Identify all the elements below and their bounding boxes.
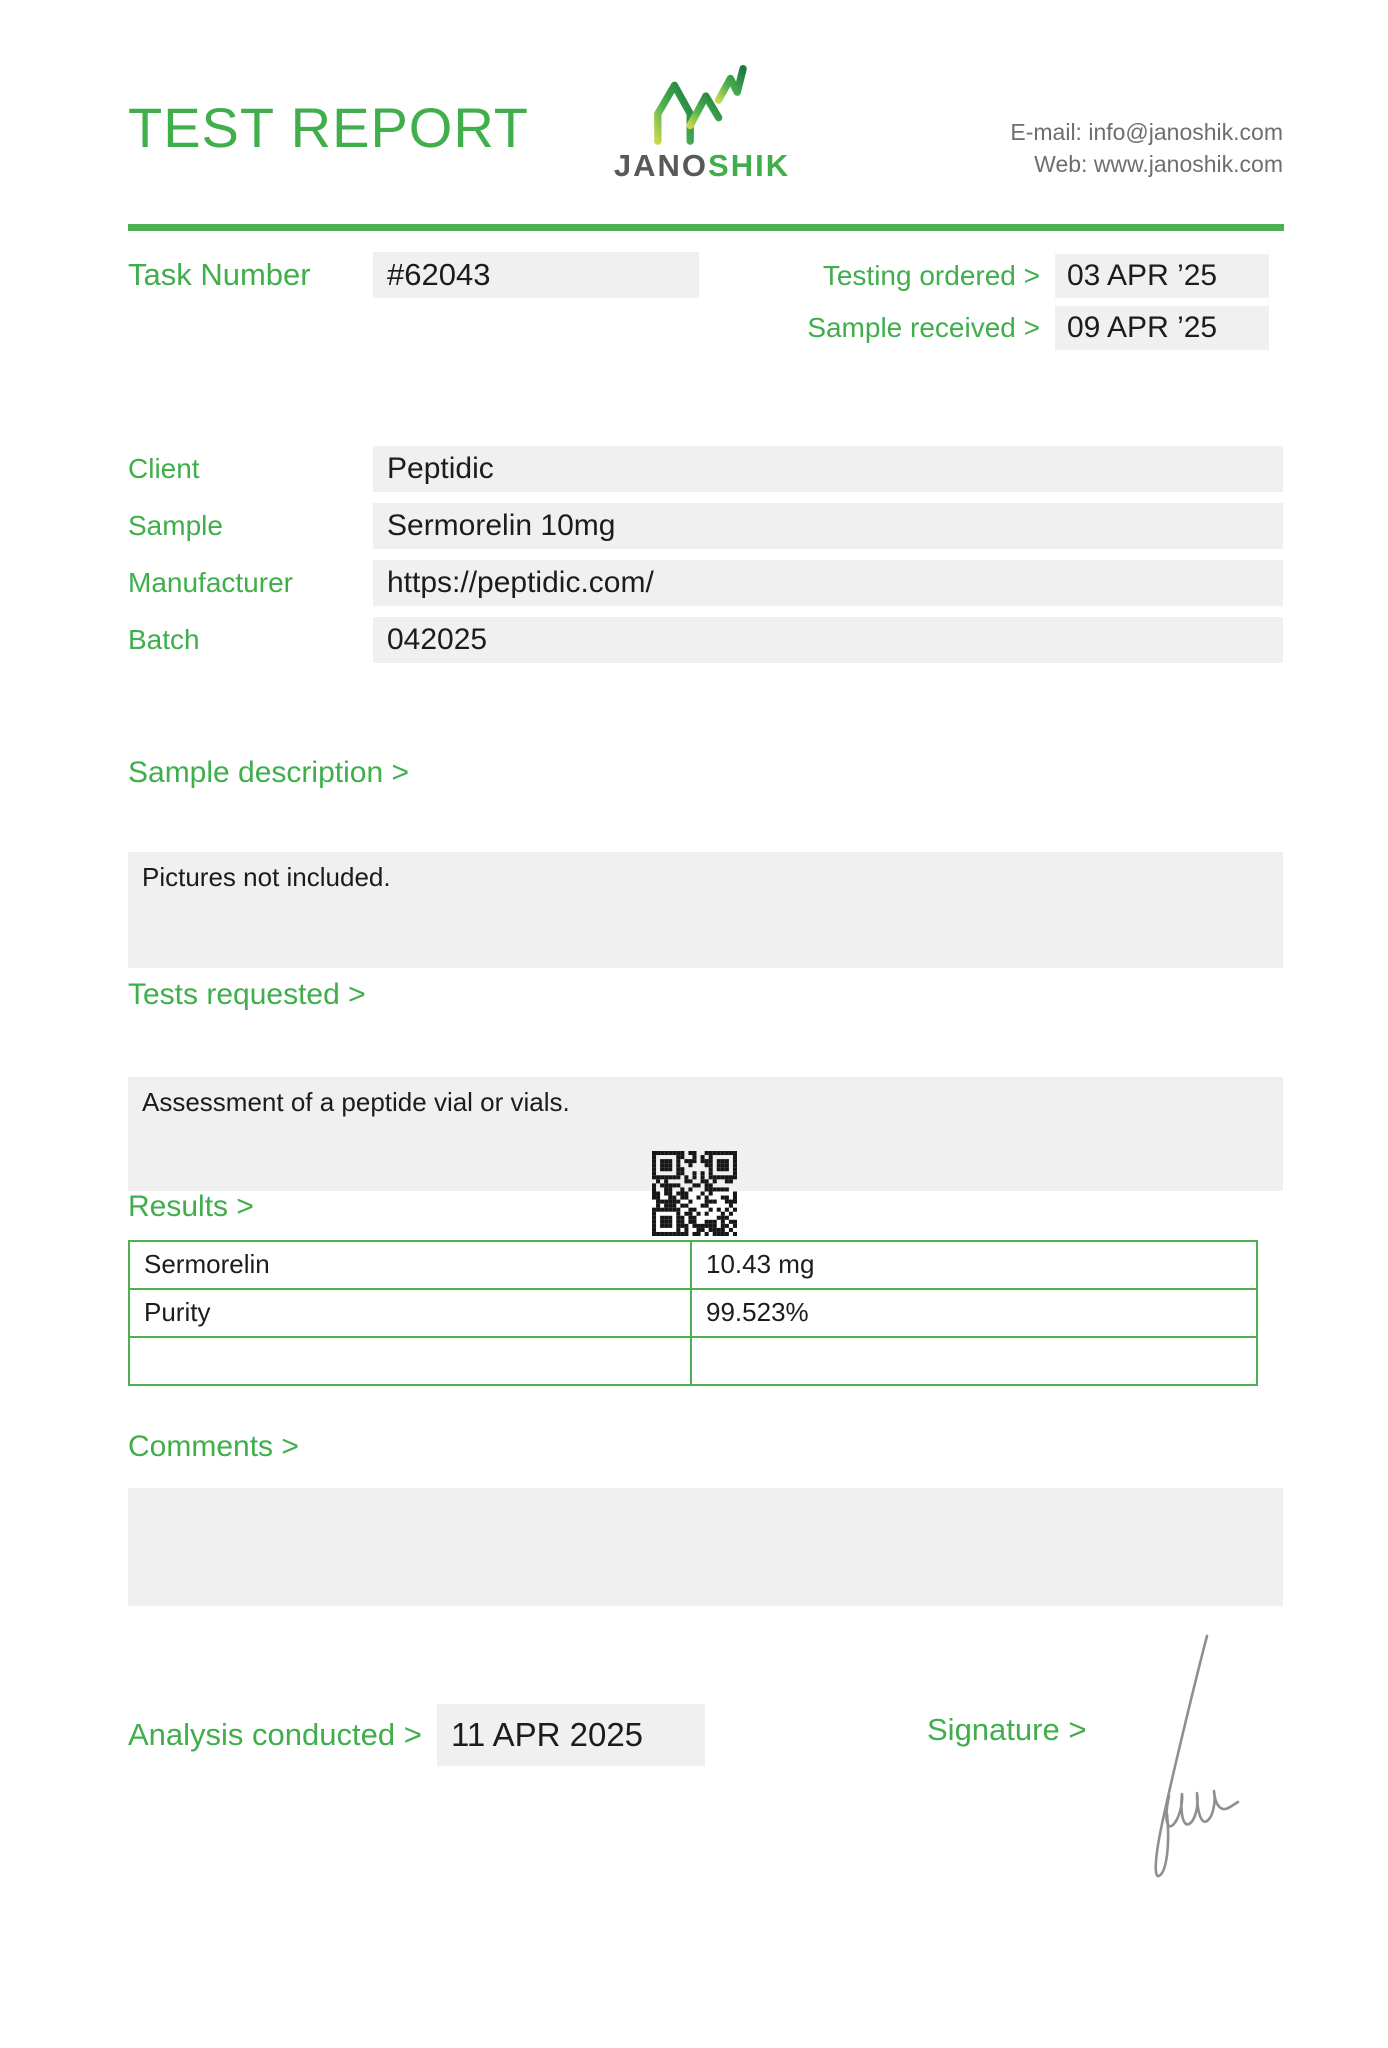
task-number-label: Task Number: [128, 257, 311, 292]
result-name: Sermorelin: [144, 1249, 270, 1279]
result-value-cell: [692, 1242, 1256, 1288]
analysis-conducted-value: [437, 1704, 705, 1766]
comments-heading: Comments >: [128, 1430, 299, 1463]
testing-ordered-value: [1055, 254, 1269, 298]
client-text: Peptidic: [387, 452, 494, 485]
results-table: [128, 1240, 1258, 1386]
logo-text-shik: SHIK: [708, 148, 791, 183]
growth-chart-icon: [650, 58, 748, 146]
logo-wordmark: [596, 148, 808, 184]
contact-info: [1010, 116, 1283, 180]
result-value: 10.43 mg: [706, 1249, 815, 1279]
signature-label: Signature >: [927, 1712, 1087, 1747]
sample-received-value: [1055, 306, 1269, 350]
result-name-cell: [130, 1242, 692, 1288]
sample-received-text: 09 APR ’25: [1067, 311, 1218, 344]
analysis-conducted-text: 11 APR 2025: [451, 1716, 644, 1753]
result-name-cell: [130, 1290, 692, 1336]
task-number-value: [373, 252, 699, 298]
result-value-cell: [692, 1290, 1256, 1336]
results-heading: Results >: [128, 1190, 254, 1223]
sample-description-heading: Sample description >: [128, 756, 409, 789]
result-name-cell: [130, 1338, 692, 1384]
manufacturer-text: https://peptidic.com/: [387, 566, 654, 599]
table-row: [128, 1240, 1258, 1290]
comments-text: [128, 1488, 1283, 1498]
sample-description-box: [128, 852, 1283, 968]
page-title: TEST REPORT: [128, 96, 530, 159]
batch-label: Batch: [128, 624, 200, 655]
table-row: [128, 1288, 1258, 1338]
tests-requested-text: Assessment of a peptide vial or vials.: [142, 1087, 570, 1117]
contact-web: Web: www.janoshik.com: [1034, 151, 1283, 177]
testing-ordered-label: Testing ordered >: [822, 260, 1040, 291]
tests-requested-heading: Tests requested >: [128, 978, 366, 1011]
handwritten-signature: [1112, 1628, 1247, 1893]
result-value: 99.523%: [706, 1297, 809, 1327]
result-name: Purity: [144, 1297, 211, 1327]
analysis-conducted-label: Analysis conducted >: [128, 1717, 422, 1752]
manufacturer-value: [373, 560, 1283, 606]
comments-box: [128, 1488, 1283, 1606]
logo-text-jano: JANO: [613, 148, 709, 183]
sample-description-text: Pictures not included.: [142, 862, 391, 892]
task-number-text: #62043: [387, 257, 491, 292]
manufacturer-label: Manufacturer: [128, 567, 293, 598]
batch-value: [373, 617, 1283, 663]
qr-code: [652, 1151, 737, 1236]
batch-text: 042025: [387, 623, 488, 656]
sample-value: [373, 503, 1283, 549]
sample-label: Sample: [128, 510, 223, 541]
table-row: [128, 1336, 1258, 1386]
sample-text: Sermorelin 10mg: [387, 509, 616, 542]
contact-email: E-mail: info@janoshik.com: [1010, 119, 1283, 145]
sample-received-label: Sample received >: [807, 312, 1040, 343]
result-value-cell: [692, 1338, 1256, 1384]
client-label: Client: [128, 453, 200, 484]
client-value: [373, 446, 1283, 492]
testing-ordered-text: 03 APR ’25: [1067, 259, 1218, 292]
header-divider: [128, 224, 1284, 231]
